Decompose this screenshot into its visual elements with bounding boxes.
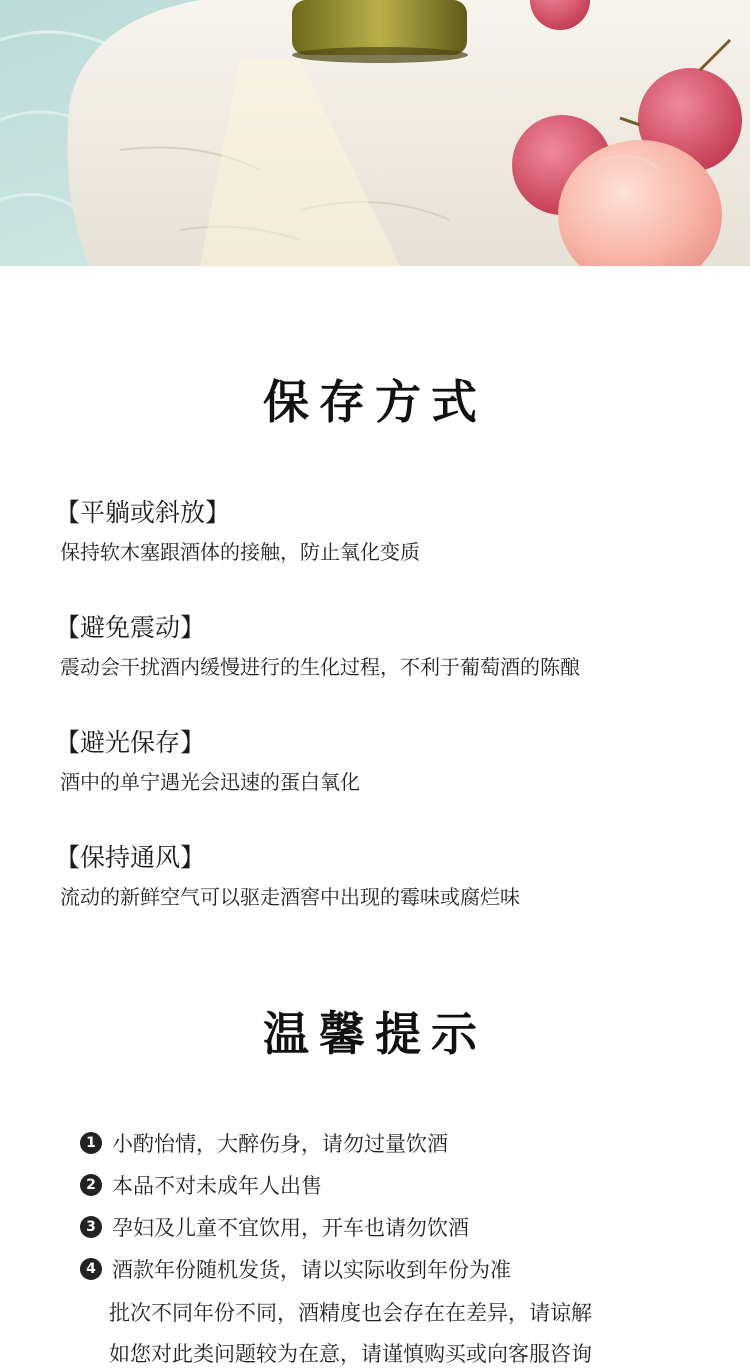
storage-item-1-desc: 保持软木塞跟酒体的接触，防止氧化变质 xyxy=(60,540,420,564)
tip-text-3: 孕妇及儿童不宜饮用，开车也请勿饮酒 xyxy=(112,1216,469,1240)
tip-continuation-1: 批次不同年份不同，酒精度也会存在在差异，请谅解 xyxy=(109,1301,592,1325)
storage-item-1-head: 【平躺或斜放】 xyxy=(55,498,231,527)
storage-title: 保存方式 xyxy=(263,375,487,429)
storage-item-3-head: 【避光保存】 xyxy=(55,728,206,757)
tip-item-2 xyxy=(80,1170,322,1200)
tip-text-2: 本品不对未成年人出售 xyxy=(112,1174,322,1198)
tip-number-2-icon: 2 xyxy=(80,1174,102,1196)
tip-number-4-icon: 4 xyxy=(80,1258,102,1280)
storage-item-3-desc: 酒中的单宁遇光会迅速的蛋白氧化 xyxy=(60,770,360,794)
storage-item-2-head: 【避免震动】 xyxy=(55,613,206,642)
hero-illustration xyxy=(0,0,750,266)
tip-number-1-icon: 1 xyxy=(80,1132,102,1154)
storage-item-4-desc: 流动的新鲜空气可以驱走酒窖中出现的霉味或腐烂味 xyxy=(60,885,520,909)
storage-item-4-head: 【保持通风】 xyxy=(55,843,206,872)
storage-item-2-desc: 震动会干扰酒内缓慢进行的生化过程，不利于葡萄酒的陈酿 xyxy=(60,655,580,679)
tip-item-3 xyxy=(80,1212,469,1242)
tip-item-4 xyxy=(80,1254,511,1284)
tip-number-3-icon: 3 xyxy=(80,1216,102,1238)
tips-title: 温馨提示 xyxy=(263,1007,487,1061)
tip-text-4: 酒款年份随机发货，请以实际收到年份为准 xyxy=(112,1258,511,1282)
hero-image xyxy=(0,0,750,266)
tip-continuation-2: 如您对此类问题较为在意，请谨慎购买或向客服咨询 xyxy=(109,1342,592,1366)
tip-item-1 xyxy=(80,1128,448,1158)
tip-text-1: 小酌怡情，大醉伤身，请勿过量饮酒 xyxy=(112,1132,448,1156)
